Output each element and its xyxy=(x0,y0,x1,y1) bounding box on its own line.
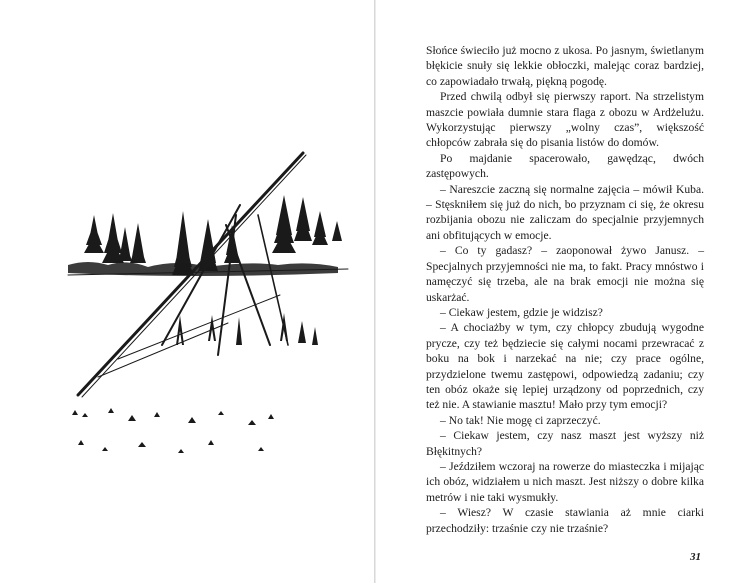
body-text xyxy=(426,43,704,536)
paragraph: – Nareszcie zaczną się normalne zajęcia – mówił Kuba. – Stęskniłem się już do nich, bo przyznam ci się, że okresu rozbijania obozu nie zaliczam do specjalnie przyjemnych ani obfitujących w emocje. xyxy=(426,182,704,242)
paragraph: – Ciekaw jestem, gdzie je widzisz? xyxy=(440,305,603,319)
paragraph: – Ciekaw jestem, czy nasz maszt jest wyższy niż Błękitnych? xyxy=(426,429,704,458)
mast-raising-illustration xyxy=(58,145,358,475)
paragraph: – Jeździłem wczoraj na rowerze do miasteczka i mijając ich obóz, widziałem u nich maszt. Jest niższy o dobre kilka metrów i nie taki wysmukły. xyxy=(426,459,704,504)
paragraph: Przed chwilą odbył się pierwszy raport. Na strzelistym maszcie powiała dumnie stara flaga z obozu w Ardżelużu. Wykorzystując pierwszy „wolny czas”, większość chłopców zabrała się do pisania listów do domów. xyxy=(426,90,704,150)
paragraph: – No tak! Nie mogę ci zaprzeczyć. xyxy=(440,413,601,427)
paragraph: – A chociażby w tym, czy chłopcy zbudują wygodne prycze, czy też będziecie się całymi nocami przewracać z boku na bok i narzekać na nie; czy prace ogólne, przydzielone twemu zastępowi, odpowiedzą zadaniu; czy ten obóz okaże się lepiej urządzony od poprzednich, czy też nie. A stawianie masztu! Mało przy tym emocji? xyxy=(426,321,704,412)
paragraph: Po majdanie spacerowało, gawędząc, dwóch zastępowych. xyxy=(426,151,704,181)
paragraph: Słońce świeciło już mocno z ukosa. Po jasnym, świetlanym błękicie snuły się lekkie obłoczki, malejąc coraz bardziej, co zapowiadało trwałą, piękną pogodę. xyxy=(426,44,704,88)
page-number: 31 xyxy=(690,551,701,563)
paragraph: – Wiesz? W czasie stawiania aż mnie ciarki przechodziły: trzaśnie czy nie trzaśnie? xyxy=(426,506,704,535)
paragraph: – Co ty gadasz? – zaoponował żywo Janusz. – Specjalnych przyjemności nie ma, to fakt. Pracy mnóstwo i namęczyć się trzeba, ale na brak emocji nie można się uskarżać. xyxy=(426,244,704,304)
right-page xyxy=(376,0,750,583)
left-page xyxy=(0,0,374,583)
